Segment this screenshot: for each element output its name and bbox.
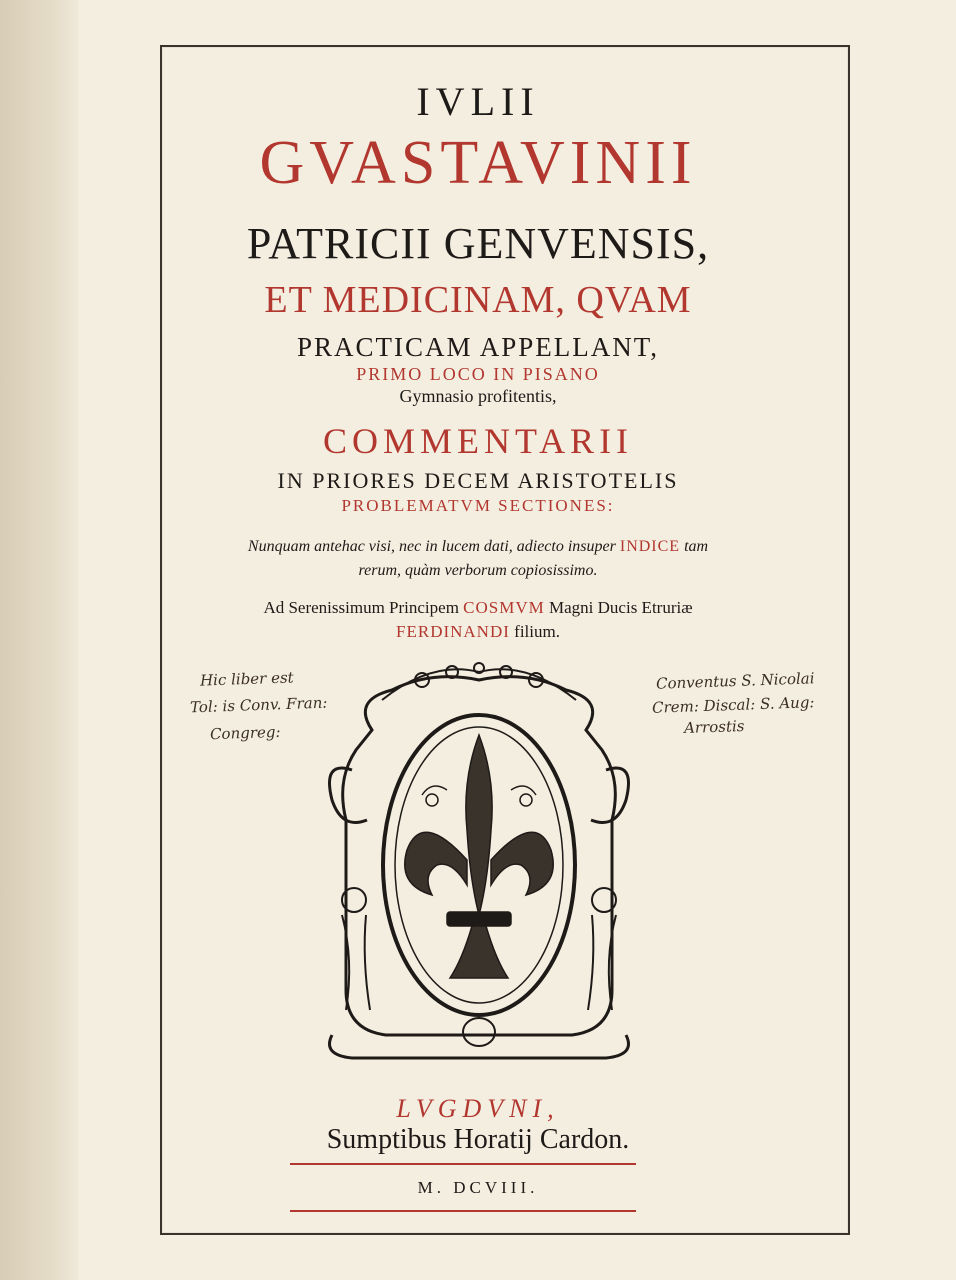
filium-word: filium. [509, 622, 560, 641]
inscription-right-3: Arrostis [683, 716, 745, 738]
description-line-1 [0, 538, 956, 556]
rule-bottom [290, 1210, 636, 1212]
imprint-place: LVGDVNI, [396, 1094, 560, 1123]
work-subtitle: IN PRIORES DECEM ARISTOTELIS [277, 468, 679, 493]
title-line-practice: PRACTICAM APPELLANT, [296, 332, 660, 362]
dedication-line-1 [0, 598, 956, 618]
dedication-line-2 [0, 622, 956, 642]
inscription-left-1: Hic liber est [199, 668, 294, 690]
title-line-medicine: ET MEDICINAM, QVAM [264, 279, 692, 321]
dedication-text-end: Magni Ducis Etruriæ [544, 598, 693, 617]
author-origin: PATRICII GENVENSIS, [246, 219, 710, 268]
author-surname: GVASTAVINII [259, 129, 697, 197]
inscription-left-3: Congreg: [209, 722, 281, 744]
work-heading: COMMENTARII [322, 421, 634, 461]
father-name: FERDINANDI [396, 622, 510, 641]
author-first-name: IVLII [416, 79, 540, 124]
inscription-left-2: Tol: is Conv. Fran: [189, 693, 328, 717]
index-word: INDICE [619, 538, 681, 555]
work-sections: PROBLEMATVM SECTIONES: [341, 496, 615, 515]
imprint-year: M. DCVIII. [417, 1178, 539, 1197]
description-line-2: rerum, quàm verborum copiosissimo. [358, 562, 598, 579]
imprint-publisher: Sumptibus Horatij Cardon. [326, 1124, 630, 1155]
fleur-de-lis-emblem [312, 660, 646, 1060]
description-text-end: tam [680, 538, 709, 555]
dedication-text: Ad Serenissimum Principem [263, 598, 464, 617]
dedicatee-name: COSMVM [463, 598, 545, 617]
inscription-right-1: Conventus S. Nicolai [655, 669, 815, 693]
title-line-gymnasium: Gymnasio profitentis, [399, 386, 557, 406]
inscription-right-2: Crem: Discal: S. Aug: [651, 693, 815, 717]
title-line-pisa: PRIMO LOCO IN PISANO [356, 364, 600, 384]
rule-mid [290, 1163, 636, 1165]
description-text: Nunquam antehac visi, nec in lucem dati, adiecto insuper [247, 538, 620, 555]
